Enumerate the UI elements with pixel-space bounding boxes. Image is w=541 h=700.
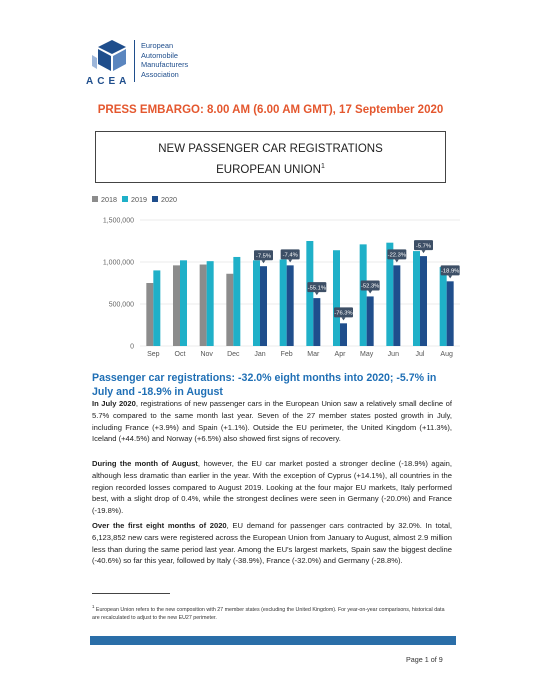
x-tick-label: Oct xyxy=(174,351,186,358)
bar-2020-may xyxy=(367,296,374,346)
x-tick-label: Mar xyxy=(307,351,320,358)
bar-2020-apr xyxy=(340,323,347,346)
bar-2018-nov xyxy=(200,265,207,346)
paragraph-text: , however, the EU car market posted a stronger decline (-18.9%) again, although less dramatic than earlier in the year. With the exception of Cyprus (+14.1%), all countries in the region recorded losses compared to August 2019. Looking at the four major EU markets, Italy performed best, with a slight drop of 0.4%, while the strongest declines were seen in Germany (-20.0%) and France (-19.8%). xyxy=(92,459,453,516)
bar-2020-aug xyxy=(447,281,454,346)
x-tick-label: Jan xyxy=(254,351,266,358)
paragraph-august xyxy=(92,458,452,517)
bar-2019-jul xyxy=(413,251,420,346)
change-badge-pointer xyxy=(368,290,372,293)
legend-swatch xyxy=(92,196,98,202)
report-title-box xyxy=(95,131,446,183)
change-badge-pointer xyxy=(315,292,319,295)
paragraph-lead: In July 2020 xyxy=(92,399,136,408)
change-badge-label: -7.5% xyxy=(255,253,272,260)
bar-2019-mar xyxy=(306,241,313,346)
x-tick-label: Jul xyxy=(415,351,425,358)
legend-swatch xyxy=(122,196,128,202)
x-tick-label: Feb xyxy=(280,351,293,358)
logo-acronym: ACEA xyxy=(86,76,131,87)
paragraph-lead: During the month of August xyxy=(92,459,198,468)
bar-2020-feb xyxy=(287,265,294,346)
footnote xyxy=(92,603,452,622)
org-name-line: European xyxy=(141,41,174,50)
footnote-marker: 1 xyxy=(92,604,95,609)
change-badge-label: -7.4% xyxy=(282,252,298,259)
bar-2019-dec xyxy=(233,257,240,346)
paragraph-lead: Over the first eight months of 2020 xyxy=(92,521,227,530)
bar-2019-nov xyxy=(207,261,214,346)
bar-2019-may xyxy=(360,244,367,346)
change-badge-label: -52.3% xyxy=(360,283,380,290)
footnote-divider xyxy=(92,593,170,594)
page-number: Page 1 of 9 xyxy=(406,655,443,664)
footnote-ref: 1 xyxy=(320,163,325,170)
bar-2020-jul xyxy=(420,256,427,346)
change-badge-label: -5.7% xyxy=(415,243,432,250)
footer-bar xyxy=(90,636,456,645)
y-tick-label: 1,500,000 xyxy=(102,217,134,225)
y-tick-label: 0 xyxy=(130,343,134,351)
bar-2019-apr xyxy=(333,250,340,346)
legend-label: 2020 xyxy=(161,195,177,204)
registrations-bar-chart xyxy=(90,192,470,368)
org-name-line: Manufacturers xyxy=(141,60,189,70)
x-tick-label: Dec xyxy=(227,351,240,358)
report-title-line1: NEW PASSENGER CAR REGISTRATIONS xyxy=(158,143,383,155)
change-badge-pointer xyxy=(422,250,426,253)
bar-2019-sep xyxy=(153,270,160,346)
bar-2018-oct xyxy=(173,265,180,346)
report-title-text: EUROPEAN UNION xyxy=(216,163,321,176)
section-heading: Passenger car registrations: -32.0% eight months into 2020; -5.7% in July and -18.9% in August xyxy=(92,372,437,398)
x-tick-label: May xyxy=(360,351,374,358)
legend-label: 2019 xyxy=(131,195,147,204)
paragraph-july xyxy=(92,398,452,445)
logo-divider xyxy=(134,40,135,82)
change-badge-label: -55.1% xyxy=(307,285,327,292)
bar-2018-dec xyxy=(226,274,233,346)
footnote-text: European Union refers to the new composition with 27 member states (excluding the United Kingdom). For year-on-year comparisons, historical data are recalculated to adjust to the new EU27 perimeter. xyxy=(92,606,445,621)
y-tick-label: 500,000 xyxy=(108,301,134,309)
org-full-name xyxy=(141,41,188,79)
change-badge-label: -18.9% xyxy=(440,268,460,275)
bar-2019-jan xyxy=(253,260,260,346)
change-badge-pointer xyxy=(448,275,452,278)
x-tick-label: Nov xyxy=(200,351,213,358)
legend-swatch xyxy=(152,196,158,202)
bar-2020-jun xyxy=(393,265,400,346)
bar-2019-feb xyxy=(280,259,287,346)
x-tick-label: Apr xyxy=(334,351,346,358)
bar-2019-oct xyxy=(180,260,187,346)
report-title-line2 xyxy=(96,158,445,179)
x-tick-label: Aug xyxy=(440,351,453,358)
press-embargo: PRESS EMBARGO: 8.00 AM (6.00 AM GMT), 17 September 2020 xyxy=(97,104,444,116)
org-name-line: Automobile xyxy=(141,50,178,60)
y-tick-label: 1,000,000 xyxy=(102,259,134,267)
org-name-line: Association xyxy=(141,69,179,79)
bar-2019-aug xyxy=(440,267,447,346)
change-badge-label: -76.3% xyxy=(334,310,353,317)
x-tick-label: Sep xyxy=(147,351,160,358)
change-badge-pointer xyxy=(342,317,346,320)
bar-2018-sep xyxy=(146,283,153,346)
change-badge-label: -22.3% xyxy=(387,252,407,259)
bar-2020-mar xyxy=(313,298,320,346)
paragraph-ytd xyxy=(92,520,452,567)
bar-2020-jan xyxy=(260,266,267,346)
paragraph-text: , EU demand for passenger cars contracted by 32.0%. In total, 6,123,852 new cars were registered across the European Union from January to August, almost 2.9 million less than during the same period last year. Among the EU's largest markets, Spain saw the biggest decline (-40.6%) so far this year, followed by Italy (-38.9%), France (-32.0%) and Germany (-28.8%). xyxy=(92,521,452,566)
x-tick-label: Jun xyxy=(387,351,399,358)
paragraph-text: , registrations of new passenger cars in the European Union saw a relatively small decline of 5.7% compared to the same month last year. Seven of the 27 member states posted growth in July, including France (+3.9%) and Spain (+1.1%). Outside the EU perimeter, the United Kingdom (+11.3%), Iceland (+44.5%) and Norway (+6.5%) also showed first signs of recovery. xyxy=(92,399,452,444)
legend-label: 2018 xyxy=(101,195,117,204)
